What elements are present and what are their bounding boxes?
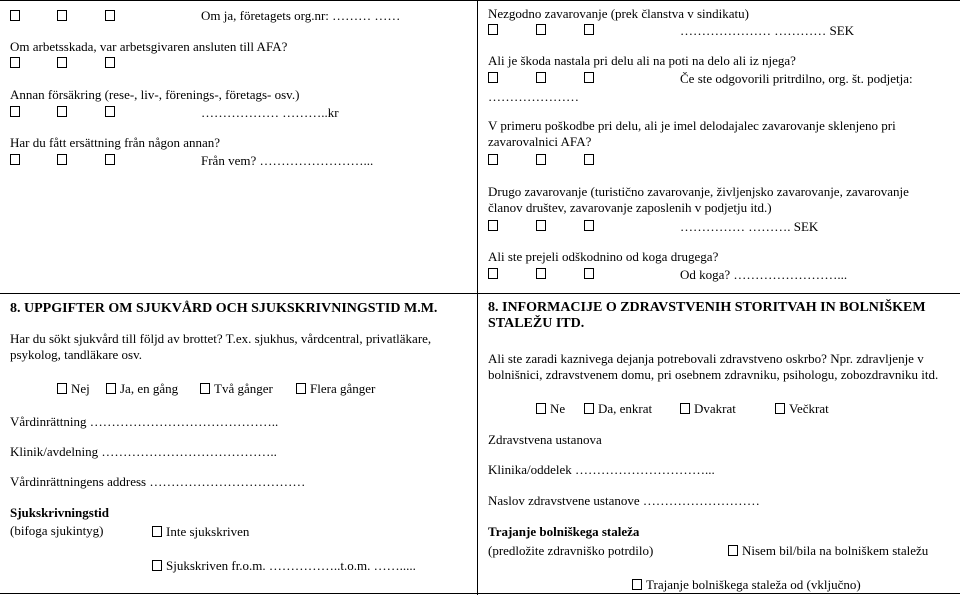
healthcare-question-si: Ali ste zaradi kaznivega dejanja potrebovali zdravstveno oskrbo? Npr. zdravljenje v bolnišnici, zdravstvenem domu, pri osebnem zdravniku, psihologu, zobozdravniku itd. bbox=[488, 351, 939, 382]
top-border bbox=[0, 0, 960, 1]
checkbox-other-ins-1[interactable] bbox=[10, 106, 20, 117]
address-field-sv[interactable]: Vårdinrättningens address ……………………………… bbox=[10, 474, 306, 489]
checkbox-icon[interactable] bbox=[296, 383, 306, 394]
union-insurance-label: Nezgodno zavarovanje (prek članstva v sindikatu) bbox=[488, 6, 749, 21]
checkbox-work-1[interactable] bbox=[488, 72, 498, 83]
checkbox-union-1[interactable] bbox=[488, 24, 498, 35]
checkbox-comp-si-3[interactable] bbox=[584, 268, 594, 279]
option-flera-ganger[interactable]: Flera gånger bbox=[296, 381, 375, 396]
checkbox-employer-1[interactable] bbox=[10, 10, 20, 21]
facility-field-sv[interactable]: Vårdinrättning …………………………………….. bbox=[10, 414, 279, 429]
checkbox-icon[interactable] bbox=[57, 383, 67, 394]
checkbox-afa-yes[interactable] bbox=[10, 57, 20, 68]
checkbox-icon[interactable] bbox=[680, 403, 690, 414]
sick-period-field-si[interactable]: Trajanje bolniškega staleža od (vključno) bbox=[632, 577, 861, 592]
checkbox-icon[interactable] bbox=[584, 403, 594, 414]
checkbox-work-2[interactable] bbox=[536, 72, 546, 83]
checkbox-union-3[interactable] bbox=[584, 24, 594, 35]
checkbox-afa-no[interactable] bbox=[57, 57, 67, 68]
checkbox-comp-si-2[interactable] bbox=[536, 268, 546, 279]
option-veckrat[interactable]: Večkrat bbox=[775, 401, 829, 416]
option-da-enkrat[interactable]: Da, enkrat bbox=[584, 401, 652, 416]
option-ja-en-gang[interactable]: Ja, en gång bbox=[106, 381, 178, 396]
checkbox-icon[interactable] bbox=[152, 560, 162, 571]
employer-org-no: Om ja, företagets org.nr: ……… …… bbox=[201, 8, 401, 23]
checkbox-other-ins-3[interactable] bbox=[105, 106, 115, 117]
clinic-field-sv[interactable]: Klinik/avdelning ………………………………….. bbox=[10, 444, 277, 459]
checkbox-icon[interactable] bbox=[106, 383, 116, 394]
checkbox-employer-2[interactable] bbox=[57, 10, 67, 21]
insurance-amount-field[interactable]: ……………… ………..kr bbox=[201, 105, 339, 120]
employer-afa-question: V primeru poškodbe pri delu, ali je imel delodajalec zavarovanje sklenjeno pri zavarovalnici AFA? bbox=[488, 118, 896, 149]
checkbox-comp-1[interactable] bbox=[10, 154, 20, 165]
checkbox-icon[interactable] bbox=[775, 403, 785, 414]
option-tva-ganger[interactable]: Två gånger bbox=[200, 381, 273, 396]
checkbox-other-ins-2[interactable] bbox=[57, 106, 67, 117]
checkbox-afa-si-3[interactable] bbox=[584, 154, 594, 165]
option-dvakrat[interactable]: Dvakrat bbox=[680, 401, 736, 416]
section-heading-si: 8. INFORMACIJE O ZDRAVSTVENIH STORITVAH IN BOLNIŠKEM STALEŽU ITD. bbox=[488, 300, 926, 331]
option-nisem-bil[interactable]: Nisem bil/bila na bolniškem staležu bbox=[728, 543, 928, 558]
from-whom-field-si[interactable]: Od koga? ……………………... bbox=[680, 267, 848, 282]
facility-field-si[interactable]: Zdravstvena ustanova bbox=[488, 432, 602, 447]
column-divider bbox=[477, 0, 478, 595]
option-inte-sjukskriven[interactable]: Inte sjukskriven bbox=[152, 524, 249, 539]
checkbox-comp-3[interactable] bbox=[105, 154, 115, 165]
checkbox-afa-unknown[interactable] bbox=[105, 57, 115, 68]
other-insurance-question: Annan försäkring (rese-, liv-, förenings-, företags- osv.) bbox=[10, 87, 300, 102]
healthcare-question-sv: Har du sökt sjukvård till följd av brottet? T.ex. sjukhus, vårdcentral, privatläkare, psykolog, tandläkare osv. bbox=[10, 331, 432, 362]
checkbox-other-si-3[interactable] bbox=[584, 220, 594, 231]
other-insurance-si: Drugo zavarovanje (turistično zavarovanje, življenjsko zavarovanje, zavarovanje članov društev, zavarovanje zaposlenih v podjetju itd.) bbox=[488, 184, 909, 215]
option-nej[interactable]: Nej bbox=[57, 381, 90, 396]
checkbox-union-2[interactable] bbox=[536, 24, 546, 35]
checkbox-afa-si-2[interactable] bbox=[536, 154, 546, 165]
from-whom-field[interactable]: Från vem? ……………………... bbox=[201, 153, 374, 168]
sick-leave-note-si: (predložite zdravniško potrdilo) bbox=[488, 543, 654, 558]
work-injury-question: Om arbetsskada, var arbetsgivaren ansluten till AFA? bbox=[10, 39, 288, 54]
org-no-label: Če ste odgovorili pritrdilno, org. št. podjetja: bbox=[680, 71, 913, 86]
union-amount-field[interactable]: ………………… ………… SEK bbox=[680, 23, 855, 38]
section-heading-sv: 8. UPPGIFTER OM SJUKVÅRD OCH SJUKSKRIVNINGSTID M.M. bbox=[10, 301, 438, 316]
sick-leave-title-sv: Sjukskrivningstid bbox=[10, 505, 109, 520]
checkbox-comp-2[interactable] bbox=[57, 154, 67, 165]
other-amount-field[interactable]: …………… ………. SEK bbox=[680, 219, 819, 234]
checkbox-icon[interactable] bbox=[536, 403, 546, 414]
checkbox-other-si-1[interactable] bbox=[488, 220, 498, 231]
checkbox-icon[interactable] bbox=[152, 526, 162, 537]
bottom-border bbox=[0, 593, 960, 594]
checkbox-work-3[interactable] bbox=[584, 72, 594, 83]
checkbox-employer-3[interactable] bbox=[105, 10, 115, 21]
compensation-question: Har du fått ersättning från någon annan? bbox=[10, 135, 221, 150]
checkbox-comp-si-1[interactable] bbox=[488, 268, 498, 279]
checkbox-other-si-2[interactable] bbox=[536, 220, 546, 231]
checkbox-icon[interactable] bbox=[728, 545, 738, 556]
checkbox-afa-si-1[interactable] bbox=[488, 154, 498, 165]
section-divider bbox=[0, 293, 960, 294]
checkbox-icon[interactable] bbox=[200, 383, 210, 394]
org-no-field[interactable]: ………………… bbox=[488, 89, 579, 104]
address-field-si[interactable]: Naslov zdravstvene ustanove ……………………… bbox=[488, 493, 760, 508]
sick-leave-note-sv: (bifoga sjukintyg) bbox=[10, 523, 104, 538]
work-damage-question: Ali je škoda nastala pri delu ali na poti na delo ali iz njega? bbox=[488, 53, 796, 68]
checkbox-icon[interactable] bbox=[632, 579, 642, 590]
compensation-question-si: Ali ste prejeli odškodnino od koga drugega? bbox=[488, 249, 719, 264]
option-ne[interactable]: Ne bbox=[536, 401, 565, 416]
sick-period-field-sv[interactable]: Sjukskriven fr.o.m. ……………..t.o.m. ……..... bbox=[152, 558, 416, 573]
clinic-field-si[interactable]: Klinika/oddelek …………………………... bbox=[488, 462, 715, 477]
sick-leave-title-si: Trajanje bolniškega staleža bbox=[488, 524, 640, 539]
